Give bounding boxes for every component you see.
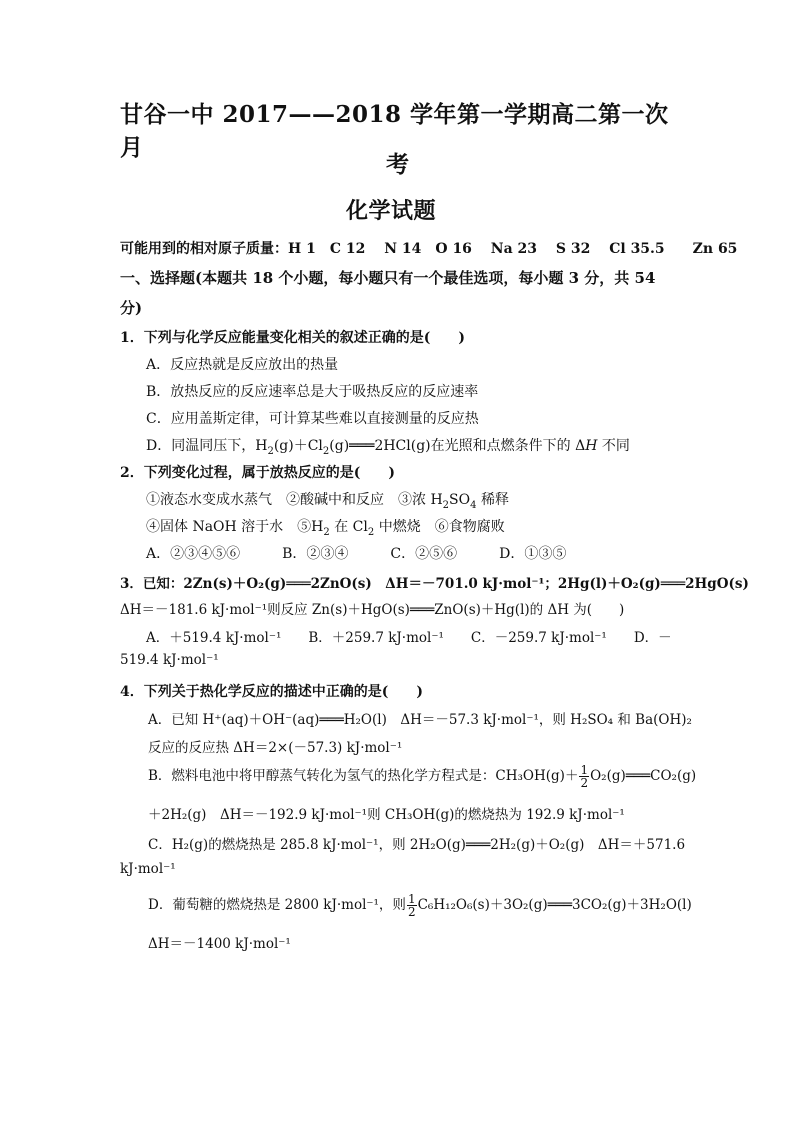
q2-items-line1: ①液态水变成水蒸气 ②酸碱中和反应 ③浓 $H_2SO_4$ 稀释 <box>146 492 509 511</box>
section1-heading-line2: 分) <box>120 299 143 317</box>
q4-d-fraction: $\frac{1}{2}$ <box>407 892 416 919</box>
q3-choices: A．＋519.4 kJ·mol⁻¹ B．＋259.7 kJ·mol⁻¹ C．－259.7 kJ·mol⁻¹ D．－ <box>146 630 672 646</box>
q1-option-d: D．同温同压下，$H_2(g)+Cl_2(g)═══2HCl(g)$在光照和点燃条件下的 ΔH 不同 <box>146 438 630 457</box>
q4-d-post: C₆H₁₂O₆(s)＋3O₂(g)═══3CO₂(g)＋3H₂O(l) <box>417 897 692 913</box>
q4-option-d-line1 <box>148 893 692 918</box>
q1-option-a: A．反应热就是反应放出的热量 <box>146 357 339 373</box>
q2-stem: 2．下列变化过程，属于放热反应的是( ) <box>120 465 395 481</box>
q4-b-fraction: $\frac{1}{2}$ <box>580 763 589 790</box>
q3-choices-cont: 519.4 kJ·mol⁻¹ <box>120 652 219 668</box>
q2-items1-c: 稀释 <box>476 492 509 508</box>
q4-d-pre: D．葡萄糖的燃烧热是 2800 kJ·mol⁻¹，则 <box>148 897 406 913</box>
q1-d-h: H <box>585 438 598 454</box>
atomic-masses: 可能用到的相对原子质量：H 1 C 12 N 14 O 16 Na 23 S 32 Cl 35.5 Zn 65 <box>120 241 738 257</box>
q4-option-d-line2: ΔH＝－1400 kJ·mol⁻¹ <box>148 936 291 952</box>
q4-option-c-line1: C．H₂(g)的燃烧热是 285.8 kJ·mol⁻¹，则 2H₂O(g)═══2H₂(g)＋O₂(g) ΔH＝＋571.6 <box>148 837 686 853</box>
q4-b-post: O₂(g)═══CO₂(g) <box>590 768 697 784</box>
q2-items-line2: ④固体 NaOH 溶于水 $⑤H_2$ 在 $Cl_2$ 中燃烧 ⑥食物腐败 <box>146 519 505 538</box>
q2-items1-b: SO <box>449 492 471 508</box>
q1-stem: 1．下列与化学反应能量变化相关的叙述正确的是( ) <box>120 330 465 346</box>
q2-items2-c: 中燃烧 ⑥食物腐败 <box>374 519 505 535</box>
q2-items1-a: ①液态水变成水蒸气 ②酸碱中和反应 ③浓 H <box>146 492 443 508</box>
q4-option-b-line1 <box>148 764 696 789</box>
q1-option-c: C．应用盖斯定律，可计算某些难以直接测量的反应热 <box>146 411 479 427</box>
q1-d-prefix: D．同温同压下，H <box>146 438 268 454</box>
q4-option-c-line2: kJ·mol⁻¹ <box>120 861 176 877</box>
q4-option-a-line2: 反应的反应热 ΔH＝2×(－57.3) kJ·mol⁻¹ <box>148 740 403 756</box>
q4-option-a-line1: A．已知 H⁺(aq)＋OH⁻(aq)═══H₂O(l) ΔH＝－57.3 kJ·mol⁻¹，则 H₂SO₄ 和 Ba(OH)₂ <box>148 712 692 728</box>
exam-subtitle: 化学试题 <box>346 198 437 224</box>
q2-items2-b: 在 Cl <box>329 519 368 535</box>
q4-b-pre: B．燃料电池中将甲醇蒸气转化为氢气的热化学方程式是：CH₃OH(g)＋ <box>148 768 579 784</box>
q1-d-mid1: (g)＋Cl <box>273 438 323 454</box>
q2-choices: A．②③④⑤⑥ B．②③④ C．②⑤⑥ D．①③⑤ <box>146 546 567 562</box>
exam-title-line2: 考 <box>386 151 410 178</box>
q4-stem: 4．下列关于热化学反应的描述中正确的是( ) <box>120 684 423 700</box>
q3-line1: 3．已知：2Zn(s)＋O₂(g)═══2ZnO(s) ΔH＝－701.0 kJ·mol⁻¹；2Hg(l)＋O₂(g)═══2HgO(s) <box>120 576 749 592</box>
q2-items2-a: ④固体 NaOH 溶于水 ⑤H <box>146 519 324 535</box>
exam-title-line1: 甘谷一中 2017——2018 学年第一学期高二第一次月 <box>120 101 669 161</box>
q1-option-b: B．放热反应的反应速率总是大于吸热反应的反应速率 <box>146 384 479 400</box>
q1-d-mid2: (g)═══2HCl(g)在光照和点燃条件下的 Δ <box>329 438 586 454</box>
section1-heading-line1: 一、选择题(本题共 18 个小题，每小题只有一个最佳选项，每小题 3 分，共 54 <box>120 269 656 287</box>
q1-d-suffix: 不同 <box>597 438 630 454</box>
q3-line2: ΔH＝－181.6 kJ·mol⁻¹则反应 Zn(s)＋HgO(s)═══ZnO(s)＋Hg(l)的 ΔH 为( ) <box>120 602 625 618</box>
q4-option-b-line2: ＋2H₂(g) ΔH＝－192.9 kJ·mol⁻¹则 CH₃OH(g)的燃烧热为 192.9 kJ·mol⁻¹ <box>148 807 625 823</box>
